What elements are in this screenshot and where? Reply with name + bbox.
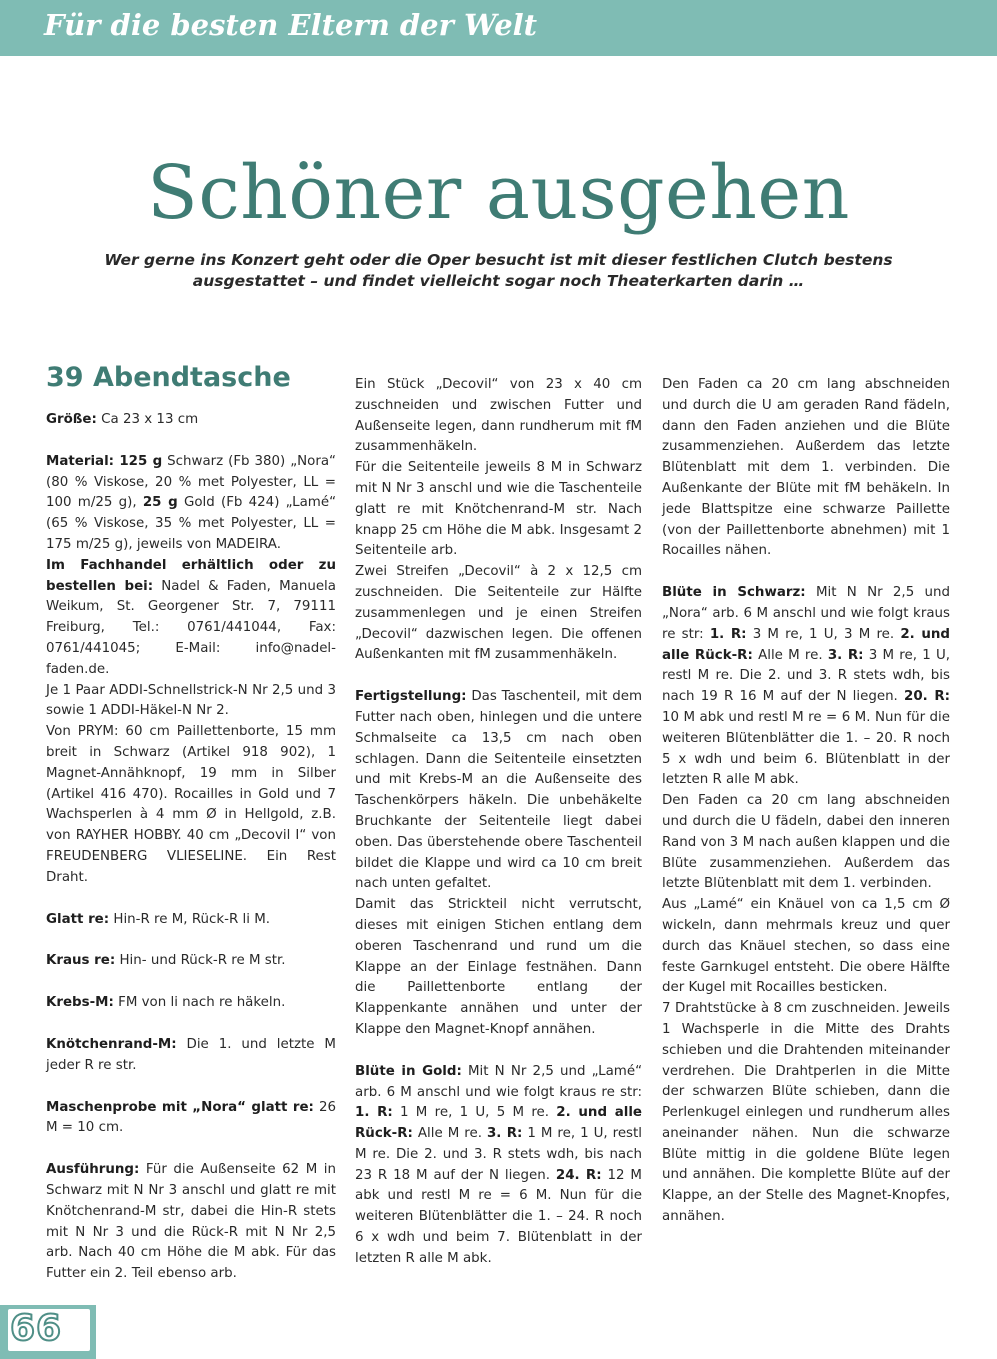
page-subtitle: Wer gerne ins Konzert geht oder die Oper besucht ist mit dieser festlichen Clutch bestens ausgestattet – und findet vielleicht sogar noch Theaterkarten darin … <box>104 251 893 290</box>
paragraph-knoetchen <box>46 1035 336 1077</box>
paragraph-bluete-gold <box>355 1062 642 1270</box>
text-bluete-gold-5: 12 M abk und restl M re = 6 M. Nun für die weiteren Blütenblätter die 1. – 24. R noch 6 x wdh und beim 7. Blütenblatt in der letzten R alle M abk. <box>355 1167 642 1266</box>
paragraph-glatt <box>46 910 336 931</box>
paragraph-festnaehen: Damit das Strickteil nicht verrutscht, dieses mit einigen Stichen entlang dem oberen Taschenrand und rund um die Klappe an der Einlage festnähen. Dann die Paillettenborte entlang der Klappenkante annähen und unter der Klappe den Magnet-Knopf annähen. <box>355 897 642 1037</box>
paragraph-drahtstuecke: 7 Drahtstücke à 8 cm zuschneiden. Jeweils 1 Wachsperle in die Mitte des Drahts schieben und die Drahtenden miteinander verdrehen. Die Drahtperlen in die Mitte der schwarzen Blüte schieben, dann die Perlenkugel einlegen und rundherum alles aneinander nähen. Nun die schwarze Blüte mittig in die goldene Blüte legen und annähen. Die komplette Blüte auf der Klappe, an der Stelle des Magnet-Knopfes, annähen. <box>662 1001 950 1225</box>
label-fertigstellung: Fertigstellung: <box>355 689 467 705</box>
label-shop: Im Fachhandel erhältlich oder zu bestellen bei: <box>46 557 336 594</box>
label-material: Material: 125 g <box>46 453 163 469</box>
paragraph-ausfuehrung <box>46 1160 336 1285</box>
paragraph-faden-schwarz: Den Faden ca 20 cm lang abschneiden und durch die U fädeln, dabei den inneren Rand von 3 M nach außen klappen und die Blüte zusammenziehen. Außerdem das letzte Blütenblatt mit dem 1. verbinden. <box>662 793 950 892</box>
label-bluete-schwarz-rueck: 2. und alle Rück-R: <box>662 626 950 663</box>
label-bluete-gold-rueck: 2. und alle Rück-R: <box>355 1105 642 1142</box>
paragraph-prym: Von PRYM: 60 cm Paillettenborte, 15 mm breit in Schwarz (Artikel 918 902), 1 Magnet-Annähknopf, 19 mm in Silber (Artikel 416 470). Rocailles in Gold und 7 Wachsperlen à 4 mm Ø in Hellgold, z.B. von RAYHER HOBBY. 40 cm „Decovil I“ von FREUDENBERG VLIESELINE. Ein Rest Draht. <box>46 724 336 885</box>
paragraph-maschenprobe <box>46 1098 336 1140</box>
paragraph-krebs <box>46 993 336 1014</box>
label-size: Größe: <box>46 412 97 427</box>
text-bluete-schwarz-1: Mit N Nr 2,5 und „Nora“ arb. 6 M anschl und wie folgt kraus re str: <box>662 585 950 642</box>
paragraph-bluete-schwarz <box>662 583 950 791</box>
paragraph-seitenteile: Für die Seitenteile jeweils 8 M in Schwarz mit N Nr 3 anschl und wie die Taschenteile glatt re mit Knötchenrand-M str. Nach knapp 25 cm Höhe die M abk. Insgesamt 2 Seitenteile arb. <box>355 460 642 559</box>
label-bluete-gold-r1: 1. R: <box>355 1105 393 1121</box>
label-maschenprobe: Maschenprobe mit „Nora“ glatt re: <box>46 1099 314 1115</box>
text-krebs: FM von li nach re häkeln. <box>113 995 286 1011</box>
paragraph-material <box>46 452 336 556</box>
label-material-gold: 25 g <box>142 495 178 511</box>
text-bluete-schwarz-3: Alle M re. <box>752 647 828 663</box>
label-bluete-gold-r3: 3. R: <box>486 1126 523 1142</box>
text-bluete-schwarz-5: 10 M abk und restl M re = 6 M. Nun für die weiteren Blütenblätter die 1. – 20. R noch 5 x wdh und beim 6. Blütenblatt in der letzten R alle M abk. <box>662 709 950 788</box>
paragraph-kraus <box>46 951 336 972</box>
text-shop: Nadel & Faden, Manuela Weikum, St. Georgener Str. 7, 79111 Freiburg, Tel.: 0761/441044, Fax: 0761/441045; E-Mail: info@nadel-faden.de. <box>46 578 336 677</box>
label-bluete-gold-r24: 24. R: <box>555 1167 602 1183</box>
label-kraus: Kraus re: <box>46 953 116 969</box>
text-kraus: Hin- und Rück-R re M str. <box>115 953 286 969</box>
text-bluete-schwarz-4: 3 M re, 1 U, restl M re. Die 2. und 3. R stets wdh, bis nach 19 R 16 M auf der N liegen. <box>662 647 951 705</box>
label-bluete-schwarz-r20: 20. R: <box>904 689 950 705</box>
text-bluete-gold-4: 1 M re, 1 U, restl M re. Die 2. und 3. R stets wdh, bis nach 23 R 18 M auf der N liegen. <box>355 1126 643 1183</box>
paragraph-faden-gold: Den Faden ca 20 cm lang abschneiden und durch die U am geraden Rand fädeln, dann den Faden anziehen und die Blüte zusammenziehen. Außerdem das letzte Blütenblatt mit dem 1. verbinden. Die Außenkante der Blüte mit fM behäkeln. In jede Blattspitze eine schwarze Paillette (von der Paillettenborte abnehmen) mit 1 Rocailles nähen. <box>662 377 950 559</box>
paragraph-streifen: Zwei Streifen „Decovil“ à 2 x 12,5 cm zuschneiden. Die Seitenteile zur Hälfte zusammenlegen und je einen Streifen „Decovil“ dazwischen legen. Die offenen Außenkanten mit fM zusammenhäkeln. <box>355 564 642 663</box>
text-fertigstellung: Das Taschenteil, mit dem Futter nach oben, hinlegen und die untere Schmalseite ca 13,5 cm nach oben schlagen. Dann die Seitenteile einsetzten und mit Krebs-M an die Außenseite des Taschenkörpers häkeln. Die unbehäkelte Bruchkante der Seitenteile liegt dabei oben. Das überstehende obere Taschenteil bildet die Klappe und wird ca 10 cm breit nach unten gefaltet. <box>355 689 642 892</box>
text-bluete-gold-3: Alle M re. <box>412 1126 487 1142</box>
paragraph-needles: Je 1 Paar ADDI-Schnellstrick-N Nr 2,5 und 3 sowie 1 ADDI-Häkel-N Nr 2. <box>46 682 336 719</box>
text-knoetchen: Die 1. und letzte M jeder R re str. <box>46 1036 336 1073</box>
paragraph-size <box>46 410 336 431</box>
page-number-box <box>0 1305 96 1359</box>
text-ausfuehrung: Für die Außenseite 62 M in Schwarz mit N Nr 3 anschl und glatt re mit Knötchenrand-M str, dabei die Hin-R stets mit N Nr 3 und die Rück-R mit N Nr 2,5 arb. Nach 40 cm Höhe die M abk. Für das Futter ein 2. Teil ebenso arb. <box>46 1162 336 1282</box>
label-bluete-schwarz-r1: 1. R: <box>709 626 747 642</box>
paragraph-shop <box>46 556 336 681</box>
label-bluete-gold: Blüte in Gold: <box>355 1063 462 1079</box>
label-glatt: Glatt re: <box>46 911 110 927</box>
text-material-gold: Gold (Fb 424) „Lamé“ (65 % Viskose, 35 % met Polyester, LL = 175 m/25 g), jeweils von MADEIRA. <box>46 495 337 552</box>
paragraph-fertigstellung <box>355 687 642 895</box>
header-band <box>0 0 997 56</box>
column-3 <box>662 375 950 1228</box>
column-1 <box>46 362 336 1285</box>
label-knoetchen: Knötchenrand-M: <box>46 1036 177 1052</box>
label-ausfuehrung: Ausführung: <box>46 1162 140 1178</box>
label-bluete-schwarz-r3: 3. R: <box>827 647 864 663</box>
text-bluete-gold-1: Mit N Nr 2,5 und „Lamé“ arb. 6 M anschl und wie folgt kraus re str: <box>355 1063 643 1100</box>
label-bluete-schwarz: Blüte in Schwarz: <box>662 585 806 601</box>
column-2 <box>355 375 642 1270</box>
text-glatt: Hin-R re M, Rück-R li M. <box>109 911 271 927</box>
text-size: Ca 23 x 13 cm <box>96 412 199 427</box>
text-bluete-schwarz-2: 3 M re, 1 U, 3 M re. <box>746 626 901 642</box>
paragraph-decovil: Ein Stück „Decovil“ von 23 x 40 cm zuschneiden und zwischen Futter und Außenseite legen, dann rundherum mit fM zusammenhäkeln. <box>355 377 642 455</box>
text-material: Schwarz (Fb 380) „Nora“ (80 % Viskose, 20 % met Polyester, LL = 100 m/25 g), <box>46 453 336 511</box>
header-text: Für die besten Eltern der Welt <box>44 8 538 42</box>
page-title: Schöner ausgehen <box>147 150 850 236</box>
article-title: 39 Abendtasche <box>46 362 291 393</box>
text-bluete-gold-2: 1 M re, 1 U, 5 M re. <box>392 1105 557 1121</box>
text-maschenprobe: 26 M = 10 cm. <box>46 1099 336 1136</box>
label-krebs: Krebs-M: <box>46 995 114 1011</box>
page-number: 66 <box>10 1308 63 1349</box>
paragraph-knaeuel: Aus „Lamé“ ein Knäuel von ca 1,5 cm Ø wickeln, dann mehrmals kreuz und quer durch das Knäuel stechen, so dass eine feste Garnkugel entsteht. Die obere Hälfte der Kugel mit Rocailles besticken. <box>662 897 950 996</box>
